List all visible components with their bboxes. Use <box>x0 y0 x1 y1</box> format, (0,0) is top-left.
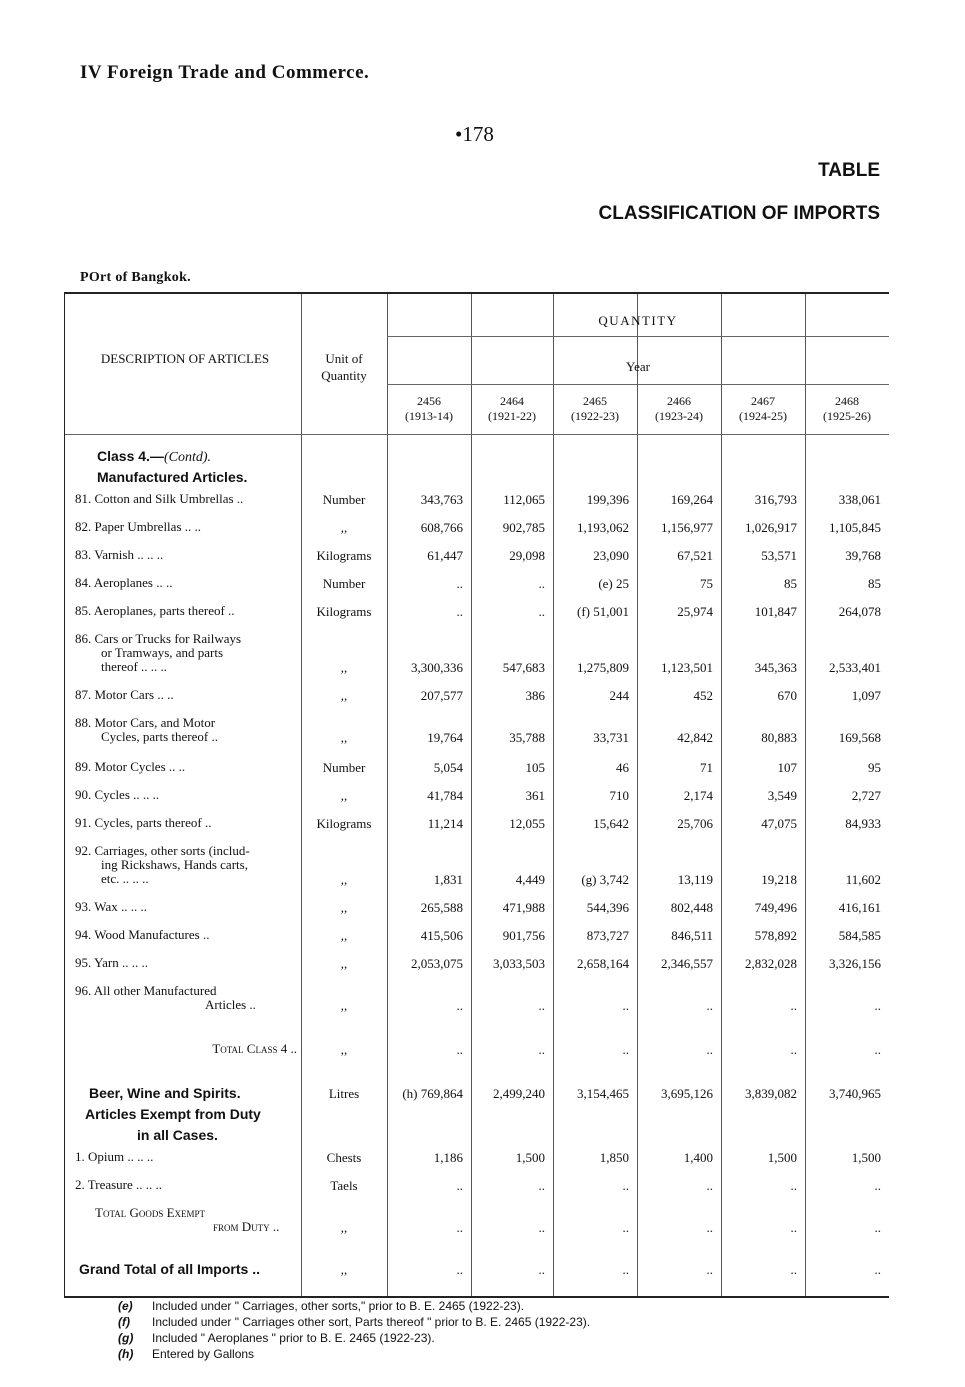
table-title: CLASSIFICATION OF IMPORTS <box>598 203 880 224</box>
row-desc-line: 84. Aeroplanes .. .. <box>75 575 173 590</box>
table-cell: 84,933 <box>845 816 881 831</box>
table-cell: .. <box>538 1262 545 1277</box>
table-cell: 15,642 <box>593 816 629 831</box>
table-cell: .. <box>538 1042 545 1057</box>
table-cell: 67,521 <box>677 548 713 563</box>
table-cell: 13,119 <box>677 872 713 887</box>
table-cell: .. <box>622 1262 629 1277</box>
row-description: 1. Opium .. .. .. <box>75 1149 154 1164</box>
table-cell: .. <box>790 1262 797 1277</box>
table-cell: 1,193,062 <box>577 520 629 535</box>
row-desc-line: thereof .. .. .. <box>101 659 168 674</box>
table-cell: (g) 3,742 <box>581 872 629 887</box>
table-cell: .. <box>622 998 629 1013</box>
table-cell: 1,026,917 <box>745 520 797 535</box>
table-cell: 25,706 <box>677 816 713 831</box>
table-cell: .. <box>874 1220 881 1235</box>
table-cell: 35,788 <box>509 730 545 745</box>
table-cell: 1,400 <box>683 1150 713 1165</box>
row-desc-line: 88. Motor Cars, and Motor <box>75 715 216 730</box>
row-unit: ,, <box>340 956 348 971</box>
table-cell: 95 <box>868 760 881 775</box>
row-unit: ,, <box>340 688 348 703</box>
table-cell: .. <box>706 1042 713 1057</box>
table-cell: .. <box>622 1178 629 1193</box>
header-year: Year <box>626 359 650 374</box>
table-cell: 265,588 <box>420 900 463 915</box>
row-unit: Kilograms <box>316 548 372 563</box>
table-cell: 169,568 <box>838 730 881 745</box>
table-cell: 41,784 <box>427 788 463 803</box>
table-cell: 3,033,503 <box>493 956 545 971</box>
row-unit: ,, <box>340 788 348 803</box>
row-unit: ,, <box>340 998 348 1013</box>
row-unit: ,, <box>340 900 348 915</box>
row-desc-line: 93. Wax .. .. .. <box>75 899 148 914</box>
row-desc-line: 96. All other Manufactured <box>75 983 217 998</box>
footnote-mark: (f) <box>118 1315 130 1329</box>
row-description <box>75 956 303 970</box>
footnote-text: Included under " Carriages other sort, Parts thereof " prior to B. E. 2465 (1922-23). <box>152 1315 591 1329</box>
year-header <box>637 394 721 424</box>
table-cell: 547,683 <box>502 660 545 675</box>
row-desc-line: Articles .. <box>205 997 256 1012</box>
table-cell: (f) 51,001 <box>577 604 629 619</box>
row-description <box>75 816 303 830</box>
total-exempt-line1: Total Goods Exempt <box>95 1205 206 1220</box>
table-cell: 316,793 <box>754 492 797 507</box>
table-cell: 2,727 <box>851 788 881 803</box>
year-be: 2466 <box>667 394 691 408</box>
row-description: 2. Treasure .. .. .. <box>75 1177 163 1192</box>
row-desc-line: 86. Cars or Trucks for Railways <box>75 631 242 646</box>
table-cell: 3,740,965 <box>829 1086 881 1101</box>
table-cell: .. <box>790 998 797 1013</box>
row-description <box>75 576 303 590</box>
row-desc-line: ing Rickshaws, Hands carts, <box>101 857 248 872</box>
table-cell: .. <box>790 1220 797 1235</box>
table-cell: 1,105,845 <box>829 520 881 535</box>
table-cell: 1,275,809 <box>577 660 629 675</box>
table-cell: 3,326,156 <box>829 956 881 971</box>
table-cell: .. <box>456 576 463 591</box>
year-ad: (1921-22) <box>488 409 536 423</box>
table-cell: 61,447 <box>427 548 463 563</box>
class-subheading: Manufactured Articles. <box>97 469 248 485</box>
footnote-mark: (g) <box>118 1331 134 1345</box>
row-desc-line: 92. Carriages, other sorts (includ- <box>75 843 250 858</box>
year-be: 2467 <box>751 394 775 408</box>
table-cell: 107 <box>777 760 797 775</box>
table-cell: 415,506 <box>420 928 463 943</box>
table-cell: 2,499,240 <box>493 1086 545 1101</box>
table-cell: 802,448 <box>670 900 713 915</box>
table-cell: 33,731 <box>593 730 629 745</box>
table-cell: 2,174 <box>683 788 713 803</box>
table-cell: 343,763 <box>420 492 463 507</box>
table-cell: 2,533,401 <box>829 660 881 675</box>
table-cell: .. <box>706 1262 713 1277</box>
row-desc-line: 90. Cycles .. .. .. <box>75 787 160 802</box>
row-desc-line: 82. Paper Umbrellas .. .. <box>75 519 202 534</box>
table-cell: 29,098 <box>509 548 545 563</box>
table-cell: .. <box>790 1178 797 1193</box>
header-unit: Unit of Quantity <box>321 351 367 383</box>
table-cell: 3,154,465 <box>577 1086 629 1101</box>
row-unit: ,, <box>340 730 348 745</box>
table-cell: 199,396 <box>586 492 629 507</box>
row-description <box>75 844 303 886</box>
table-cell: 3,695,126 <box>661 1086 713 1101</box>
row-unit: ,, <box>340 928 348 943</box>
table-cell: .. <box>706 1220 713 1235</box>
table-cell: .. <box>456 998 463 1013</box>
year-header <box>805 394 889 424</box>
table-cell: 53,571 <box>761 548 797 563</box>
row-unit: Number <box>322 760 366 775</box>
exempt-subheading: in all Cases. <box>137 1127 218 1143</box>
row-desc-line: 85. Aeroplanes, parts thereof .. <box>75 603 235 618</box>
row-desc-line: 94. Wood Manufactures .. <box>75 927 210 942</box>
table-cell: .. <box>874 1178 881 1193</box>
table-cell: 244 <box>609 688 629 703</box>
row-description <box>75 716 303 744</box>
row-desc-line: 81. Cotton and Silk Umbrellas .. <box>75 491 244 506</box>
row-desc-line: Cycles, parts thereof .. <box>101 729 218 744</box>
table-cell: 2,658,164 <box>577 956 629 971</box>
grand-total-label: Grand Total of all Imports .. <box>79 1261 260 1277</box>
table-cell: 2,832,028 <box>745 956 797 971</box>
table-cell: 670 <box>777 688 797 703</box>
table-cell: (e) 25 <box>598 576 629 591</box>
row-unit: Kilograms <box>316 816 372 831</box>
row-unit: ,, <box>340 520 348 535</box>
year-ad: (1924-25) <box>739 409 787 423</box>
total-class4-label: Total Class 4 .. <box>212 1041 297 1056</box>
table-cell: .. <box>538 998 545 1013</box>
year-ad: (1922-23) <box>571 409 619 423</box>
row-description <box>75 900 303 914</box>
table-cell: 452 <box>693 688 713 703</box>
page-number: •178 <box>455 122 494 146</box>
row-description <box>75 492 303 506</box>
imports-table <box>64 292 889 1298</box>
row-unit: Kilograms <box>316 604 372 619</box>
table-cell: 1,156,977 <box>661 520 713 535</box>
table-cell: 749,496 <box>754 900 797 915</box>
footnote <box>118 1346 590 1362</box>
table-cell: 19,764 <box>427 730 463 745</box>
row-desc-line: 89. Motor Cycles .. .. <box>75 759 186 774</box>
table-cell: .. <box>538 1178 545 1193</box>
table-cell: 80,883 <box>761 730 797 745</box>
row-desc-line: 87. Motor Cars .. .. <box>75 687 174 702</box>
header-rule <box>387 384 889 385</box>
row-desc-line: etc. .. .. .. <box>101 871 149 886</box>
table-cell: 1,097 <box>851 688 881 703</box>
table-cell: 873,727 <box>586 928 629 943</box>
table-cell: .. <box>538 604 545 619</box>
table-cell: .. <box>456 1262 463 1277</box>
table-cell: 578,892 <box>754 928 797 943</box>
header-description: DESCRIPTION OF ARTICLES <box>100 351 270 366</box>
table-cell: .. <box>456 1220 463 1235</box>
table-cell: 1,123,501 <box>661 660 713 675</box>
table-cell: 47,075 <box>761 816 797 831</box>
exempt-heading: Articles Exempt from Duty <box>85 1106 261 1122</box>
table-cell: 85 <box>784 576 797 591</box>
footnote-mark: (e) <box>118 1299 133 1313</box>
year-be: 2456 <box>417 394 441 408</box>
footnote-text: Included " Aeroplanes " prior to B. E. 2465 (1922-23). <box>152 1331 435 1345</box>
table-cell: .. <box>874 1262 881 1277</box>
footnotes <box>118 1298 590 1362</box>
total-exempt-label <box>95 1206 323 1234</box>
row-desc-line: or Tramways, and parts <box>101 645 224 660</box>
table-cell: 112,065 <box>503 492 545 507</box>
table-cell: 85 <box>868 576 881 591</box>
table-cell: .. <box>622 1220 629 1235</box>
table-cell: 608,766 <box>420 520 463 535</box>
table-cell: 338,061 <box>838 492 881 507</box>
row-description <box>75 928 303 942</box>
table-label: TABLE <box>818 160 880 181</box>
row-description <box>75 788 303 802</box>
row-description <box>75 688 303 702</box>
table-cell: 25,974 <box>677 604 713 619</box>
total-exempt-line2: from Duty .. <box>213 1219 280 1234</box>
row-unit: Taels <box>330 1178 358 1193</box>
table-cell: .. <box>622 1042 629 1057</box>
row-desc-line: 95. Yarn .. .. .. <box>75 955 148 970</box>
table-cell: 75 <box>700 576 713 591</box>
table-cell: .. <box>456 604 463 619</box>
table-cell: 23,090 <box>593 548 629 563</box>
table-cell: .. <box>706 1178 713 1193</box>
table-cell: 361 <box>525 788 545 803</box>
table-cell: 1,831 <box>433 872 463 887</box>
table-cell: 1,500 <box>515 1150 545 1165</box>
table-cell: 42,842 <box>677 730 713 745</box>
row-unit: Number <box>322 576 366 591</box>
row-description <box>75 760 303 774</box>
table-cell: 471,988 <box>502 900 545 915</box>
table-cell: 71 <box>700 760 713 775</box>
table-cell: 710 <box>609 788 629 803</box>
year-ad: (1923-24) <box>655 409 703 423</box>
header-rule <box>65 434 889 435</box>
row-unit: Number <box>322 492 366 507</box>
table-cell: 345,363 <box>754 660 797 675</box>
table-cell: .. <box>538 1220 545 1235</box>
table-cell: 19,218 <box>761 872 797 887</box>
table-cell: 169,264 <box>670 492 713 507</box>
year-be: 2465 <box>583 394 607 408</box>
beer-label: Beer, Wine and Spirits. <box>89 1085 241 1101</box>
year-header <box>721 394 805 424</box>
table-cell: 1,186 <box>433 1150 463 1165</box>
footnote <box>118 1330 590 1346</box>
table-cell: 3,839,082 <box>745 1086 797 1101</box>
class-heading: Class 4.—(Contd). <box>97 448 211 465</box>
row-unit: Litres <box>328 1086 360 1101</box>
table-cell: 416,161 <box>838 900 881 915</box>
row-description <box>75 632 303 674</box>
table-cell: 1,500 <box>851 1150 881 1165</box>
table-cell: .. <box>874 1042 881 1057</box>
table-cell: 101,847 <box>754 604 797 619</box>
table-cell: 846,511 <box>671 928 713 943</box>
footnote-text: Included under " Carriages, other sorts," prior to B. E. 2465 (1922-23). <box>152 1299 525 1313</box>
table-cell: 46 <box>616 760 629 775</box>
table-cell: 4,449 <box>515 872 545 887</box>
footnote-text: Entered by Gallons <box>152 1347 255 1361</box>
table-cell: 3,549 <box>767 788 797 803</box>
table-cell: 11,214 <box>427 816 463 831</box>
table-cell: 39,768 <box>845 548 881 563</box>
row-unit: ,, <box>340 660 348 675</box>
section-heading: IV Foreign Trade and Commerce. <box>80 62 370 83</box>
table-cell: 105 <box>525 760 545 775</box>
row-description <box>75 604 303 618</box>
row-desc-line: 83. Varnish .. .. .. <box>75 547 164 562</box>
table-cell: 12,055 <box>509 816 545 831</box>
port-label: POrt of Bangkok. <box>80 270 191 285</box>
row-unit: ,, <box>340 872 348 887</box>
row-description <box>75 548 303 562</box>
row-description <box>75 520 303 534</box>
table-cell: 2,053,075 <box>411 956 463 971</box>
table-cell: 207,577 <box>420 688 463 703</box>
table-cell: .. <box>456 1178 463 1193</box>
year-be: 2468 <box>835 394 859 408</box>
footnote <box>118 1298 590 1314</box>
header-rule <box>387 336 889 337</box>
year-be: 2464 <box>500 394 524 408</box>
year-ad: (1913-14) <box>405 409 453 423</box>
row-unit: ,, <box>340 1220 348 1235</box>
table-cell: .. <box>790 1042 797 1057</box>
table-cell: 2,346,557 <box>661 956 713 971</box>
table-cell: 1,850 <box>599 1150 629 1165</box>
table-cell: .. <box>874 998 881 1013</box>
row-description <box>75 984 303 1012</box>
row-unit: ,, <box>340 1042 348 1057</box>
table-cell: 11,602 <box>845 872 881 887</box>
table-cell: 264,078 <box>838 604 881 619</box>
table-cell: 386 <box>525 688 545 703</box>
year-header <box>387 394 471 424</box>
table-cell: 902,785 <box>502 520 545 535</box>
table-cell: .. <box>706 998 713 1013</box>
table-cell: .. <box>538 576 545 591</box>
table-cell: 1,500 <box>767 1150 797 1165</box>
table-cell: .. <box>456 1042 463 1057</box>
row-desc-line: 91. Cycles, parts thereof .. <box>75 815 212 830</box>
header-quantity: QUANTITY <box>598 313 678 328</box>
table-cell: 544,396 <box>586 900 629 915</box>
year-header <box>553 394 637 424</box>
footnote <box>118 1314 590 1330</box>
row-unit: Chests <box>326 1150 362 1165</box>
table-cell: (h) 769,864 <box>402 1086 463 1101</box>
table-cell: 5,054 <box>433 760 463 775</box>
year-ad: (1925-26) <box>823 409 871 423</box>
row-unit: ,, <box>340 1262 348 1277</box>
year-header <box>471 394 553 424</box>
footnote-mark: (h) <box>118 1347 134 1361</box>
table-cell: 3,300,336 <box>411 660 463 675</box>
table-cell: 901,756 <box>502 928 545 943</box>
table-cell: 584,585 <box>838 928 881 943</box>
